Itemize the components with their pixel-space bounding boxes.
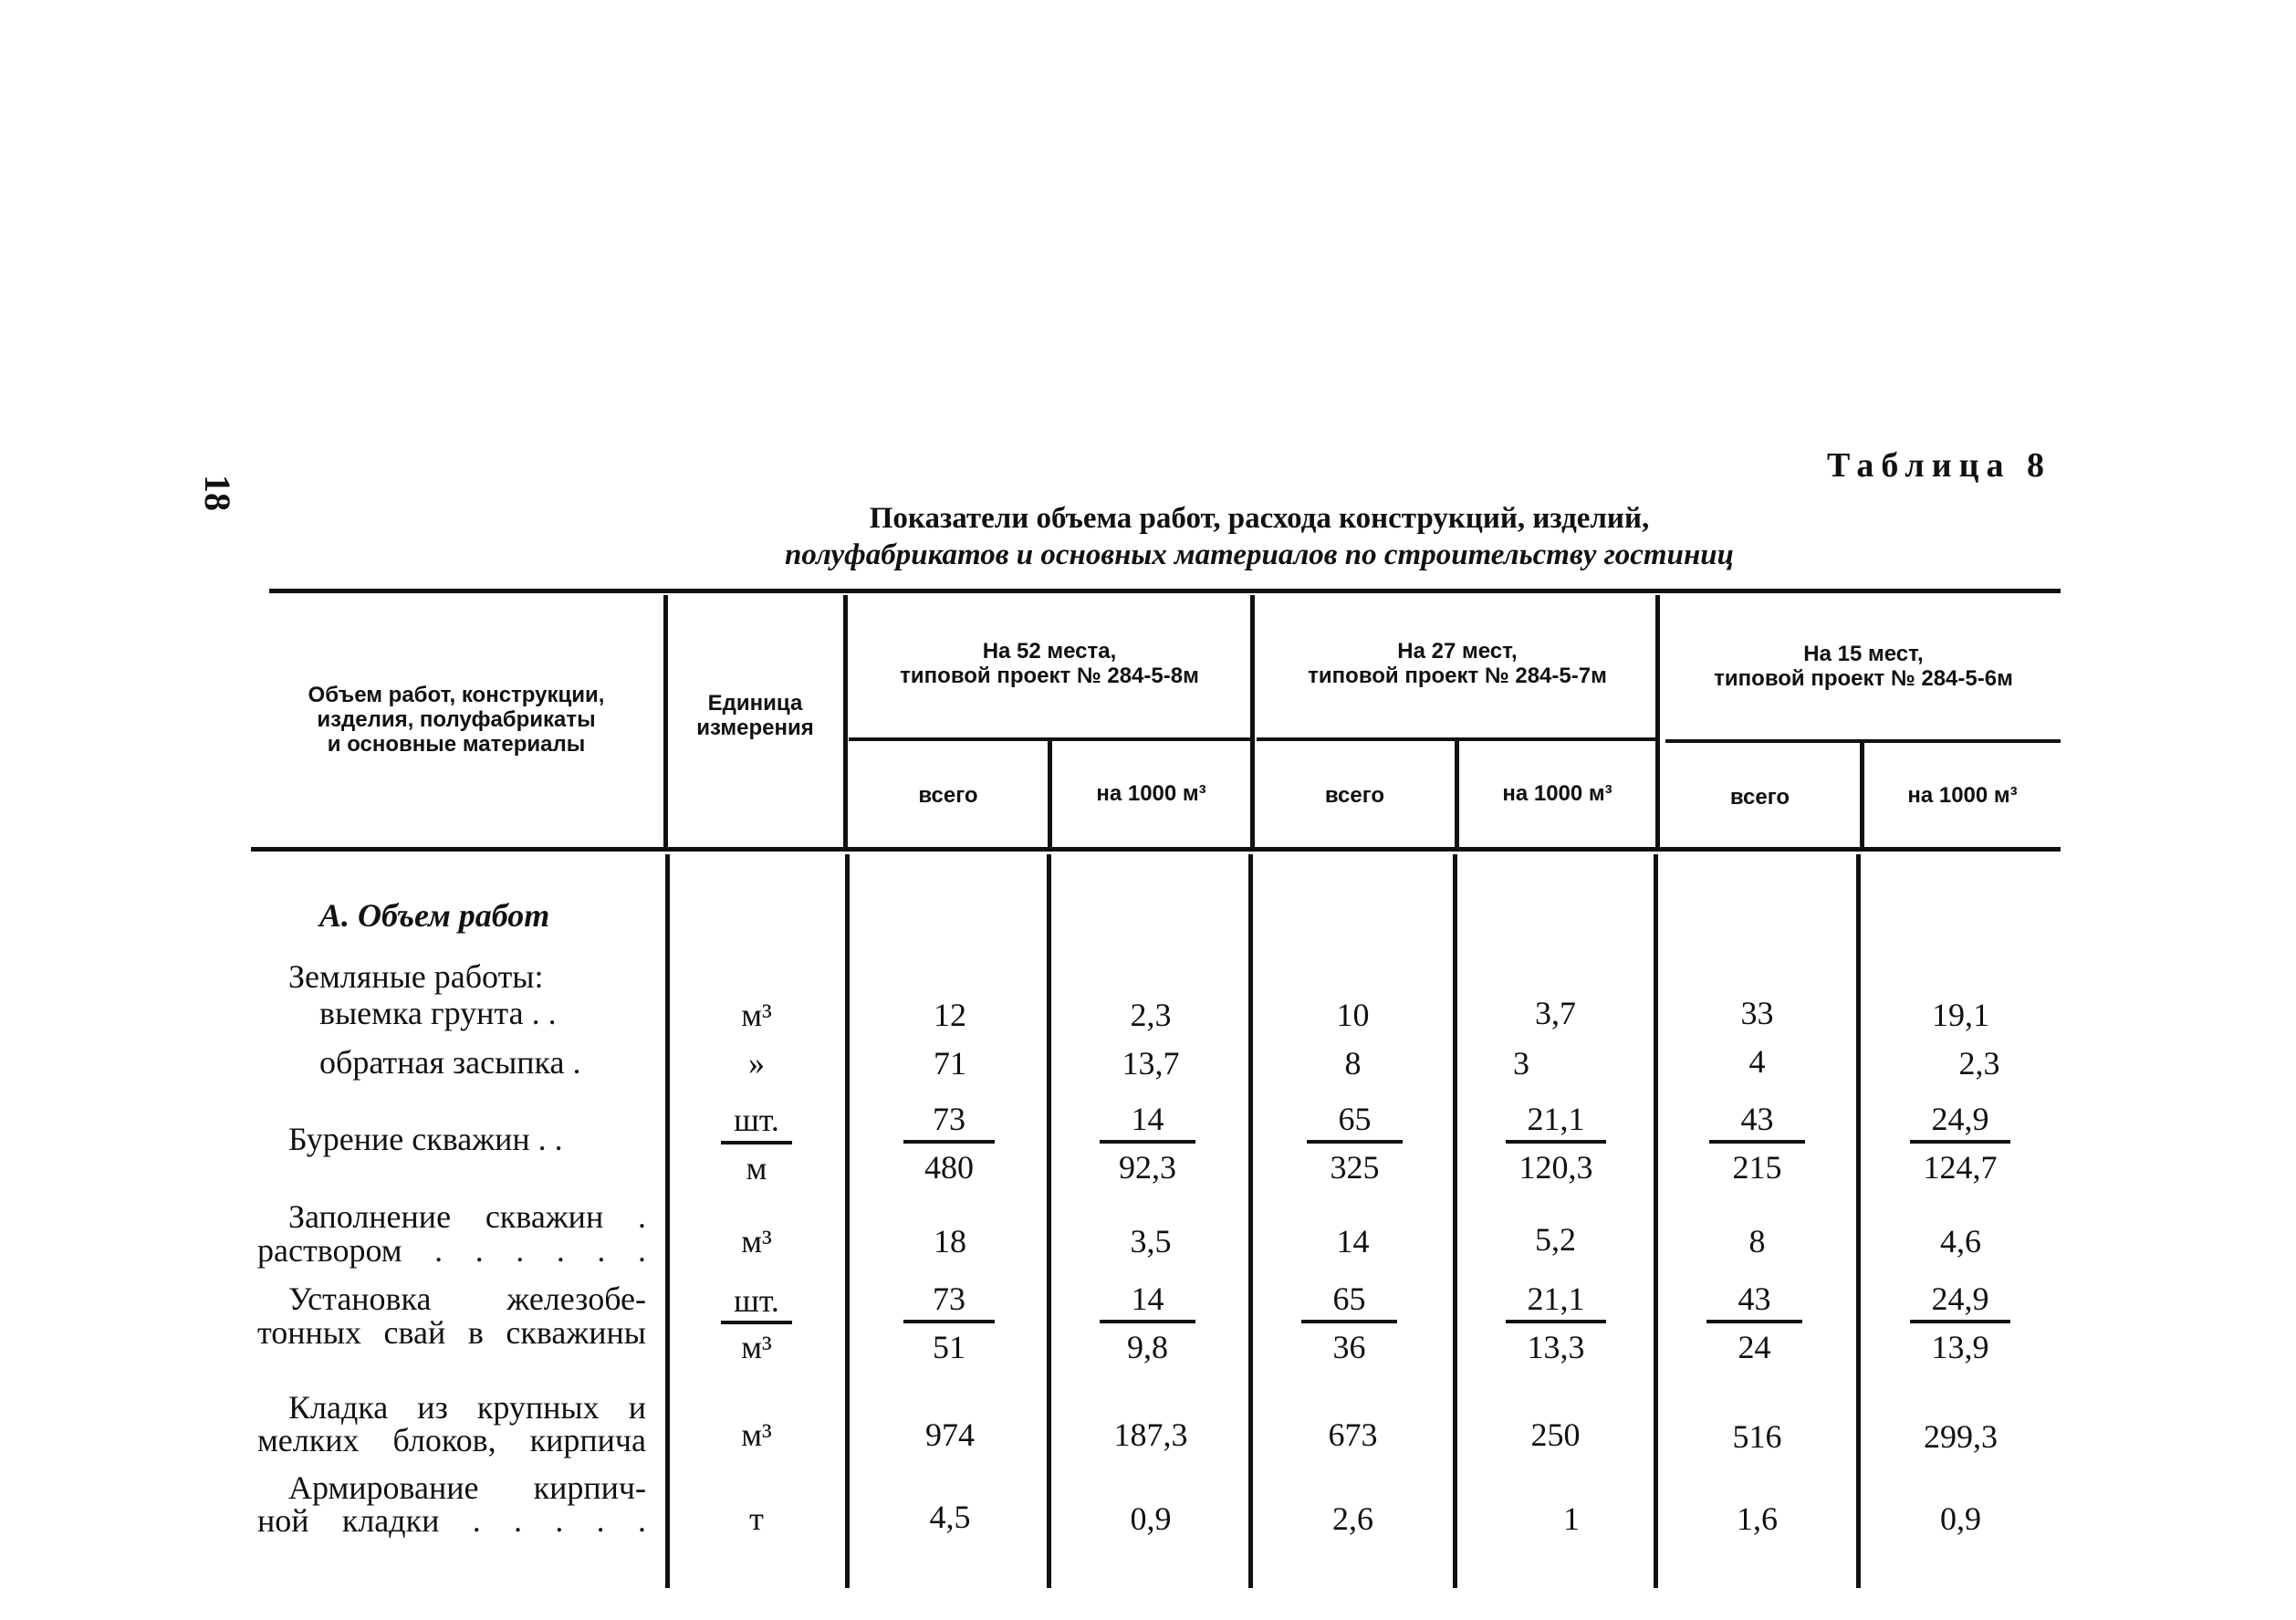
drilling-top-5: 43 <box>1740 1101 1774 1137</box>
header-group-3: На 15 мест, типовой проект № 284-5-6м <box>1714 642 2013 691</box>
excavation-v5: 33 <box>1740 995 1774 1031</box>
piles-unit-top: шт. <box>734 1282 779 1319</box>
sub-per-2: на 1000 м³ <box>1502 781 1612 806</box>
piles-top-6: 24,9 <box>1931 1280 1989 1317</box>
sub-total-3: всего <box>1729 785 1790 810</box>
sub-per-1: на 1000 м³ <box>1096 781 1206 806</box>
piles-top-4: 21,1 <box>1527 1280 1585 1317</box>
piles-top-1: 73 <box>933 1280 965 1317</box>
table-label: Таблица 8 <box>1826 446 2051 485</box>
backfill-v5: 4 <box>1748 1043 1766 1080</box>
masonry-label-2: мелких блоков, кирпича <box>257 1422 646 1458</box>
drilling-top-6: 24,9 <box>1931 1101 1989 1137</box>
vline-body-3 <box>1047 854 1051 1588</box>
piles-unit-line <box>721 1321 792 1324</box>
piles-top-3: 65 <box>1332 1280 1366 1317</box>
vline-body-6 <box>1654 854 1658 1588</box>
filling-v2: 3,5 <box>1130 1223 1172 1259</box>
header-item-col: Объем работ, конструкции, изделия, полуфабрикаты и основные материалы <box>308 683 605 757</box>
piles-line-2 <box>1100 1320 1195 1323</box>
header-unit-col: Единица измерения <box>696 691 814 740</box>
piles-top-2: 14 <box>1131 1280 1164 1317</box>
reinforcement-v2: 0,9 <box>1130 1500 1172 1537</box>
vline-unit-g1 <box>843 595 848 849</box>
reinforcement-label-2: ной кладки . . . . . <box>257 1502 646 1539</box>
vline-body-1 <box>665 854 670 1588</box>
backfill-v6: 2,3 <box>1958 1045 2000 1082</box>
excavation-v6: 19,1 <box>1932 997 1989 1033</box>
drilling-line-3 <box>1307 1140 1403 1144</box>
filling-v1: 18 <box>934 1223 966 1259</box>
backfill-v2: 13,7 <box>1122 1045 1180 1082</box>
piles-bottom-6: 13,9 <box>1931 1329 1989 1365</box>
sub-total-1: всего <box>918 783 978 808</box>
piles-line-4 <box>1506 1320 1606 1323</box>
masonry-v2: 187,3 <box>1113 1416 1188 1453</box>
drilling-line-2 <box>1100 1140 1195 1144</box>
filling-v4: 5,2 <box>1535 1221 1576 1258</box>
top-rule <box>269 589 2061 593</box>
filling-v3: 14 <box>1336 1223 1370 1259</box>
piles-line-3 <box>1301 1320 1397 1323</box>
reinforcement-v3: 2,6 <box>1332 1500 1373 1537</box>
piles-unit-bottom: м³ <box>741 1329 772 1365</box>
masonry-v4: 250 <box>1530 1416 1581 1453</box>
reinforcement-unit: т <box>749 1500 764 1537</box>
masonry-unit: м³ <box>741 1416 772 1453</box>
drilling-bottom-5: 215 <box>1732 1149 1782 1186</box>
drilling-unit-bottom: м <box>746 1150 767 1186</box>
drilling-top-3: 65 <box>1338 1101 1372 1137</box>
section-a-heading: А. Объем работ <box>319 897 550 934</box>
header-group-2: На 27 мест, типовой проект № 284-5-7м <box>1308 639 1607 688</box>
sub-total-2: всего <box>1324 783 1385 808</box>
drilling-line-5 <box>1709 1140 1805 1144</box>
vline-body-4 <box>1248 854 1253 1588</box>
reinforcement-label-1: Армирование кирпич- <box>288 1469 646 1506</box>
masonry-v3: 673 <box>1328 1416 1378 1453</box>
excavation-v1: 12 <box>934 997 966 1033</box>
header-group-1: На 52 места, типовой проект № 284-5-8м <box>900 639 1199 688</box>
masonry-label-1: Кладка из крупных и <box>288 1389 646 1426</box>
drilling-bottom-6: 124,7 <box>1923 1149 1998 1186</box>
masonry-v5: 516 <box>1732 1418 1782 1455</box>
filling-label-1: Заполнение скважин . <box>288 1198 646 1235</box>
page-number: 18 <box>197 475 238 511</box>
piles-bottom-2: 9,8 <box>1127 1329 1168 1365</box>
excavation-v4: 3,7 <box>1535 995 1576 1031</box>
excavation-v2: 2,3 <box>1130 997 1172 1033</box>
drilling-line-4 <box>1506 1140 1606 1144</box>
reinforcement-v1: 4,5 <box>929 1499 971 1535</box>
drilling-bottom-2: 92,3 <box>1119 1149 1176 1186</box>
vline-item-unit <box>663 595 668 849</box>
drilling-top-1: 73 <box>933 1101 965 1137</box>
piles-bottom-1: 51 <box>933 1329 965 1365</box>
vline-body-7 <box>1856 854 1861 1588</box>
piles-top-5: 43 <box>1738 1280 1771 1317</box>
reinforcement-v5: 1,6 <box>1737 1500 1778 1537</box>
piles-line-1 <box>903 1320 995 1323</box>
backfill-unit: » <box>748 1045 765 1082</box>
drilling-bottom-3: 325 <box>1330 1149 1380 1186</box>
filling-v6: 4,6 <box>1940 1223 1981 1259</box>
excavation-v3: 10 <box>1336 997 1370 1033</box>
sub-per-3: на 1000 м³ <box>1907 783 2018 808</box>
earth-works-heading: Земляные работы: <box>288 958 544 995</box>
backfill-v4: 3 <box>1513 1045 1529 1082</box>
vline-g1-g2 <box>1250 595 1255 849</box>
drilling-top-4: 21,1 <box>1527 1101 1585 1137</box>
masonry-v6: 299,3 <box>1924 1418 1998 1455</box>
masonry-v1: 974 <box>925 1416 975 1453</box>
filling-label-2: раствором . . . . . . <box>257 1232 646 1269</box>
piles-label-1: Установка железобе- <box>288 1280 646 1317</box>
piles-bottom-5: 24 <box>1738 1329 1771 1365</box>
title-line-1: Показатели объема работ, расхода конструкций, изделий, <box>869 502 1650 535</box>
filling-unit: м³ <box>741 1223 772 1259</box>
piles-bottom-3: 36 <box>1332 1329 1366 1365</box>
excavation-label: выемка грунта . . <box>319 995 557 1031</box>
piles-bottom-4: 13,3 <box>1527 1329 1585 1365</box>
filling-v5: 8 <box>1748 1223 1766 1259</box>
reinforcement-v6: 0,9 <box>1940 1500 1981 1537</box>
drilling-top-2: 14 <box>1131 1101 1164 1137</box>
drilling-line-6 <box>1910 1140 2010 1144</box>
backfill-v3: 8 <box>1344 1045 1362 1082</box>
backfill-v1: 71 <box>934 1045 966 1082</box>
vline-body-2 <box>845 854 850 1588</box>
drilling-unit-line <box>721 1141 792 1144</box>
table-title <box>511 500 2008 573</box>
drilling-bottom-1: 480 <box>924 1149 974 1186</box>
header-bottom-rule <box>251 847 2061 852</box>
piles-line-6 <box>1910 1320 2010 1323</box>
vline-g2-g3 <box>1655 595 1660 849</box>
drilling-line-1 <box>903 1140 995 1144</box>
drilling-label: Бурение скважин . . <box>288 1121 563 1157</box>
excavation-unit: м³ <box>741 997 772 1033</box>
drilling-unit-top: шт. <box>734 1102 779 1138</box>
reinforcement-v4: 1 <box>1563 1500 1580 1537</box>
title-line-2: полуфабрикатов и основных материалов по строительству гостиниц <box>785 538 1734 571</box>
piles-line-5 <box>1706 1320 1802 1323</box>
drilling-bottom-4: 120,3 <box>1518 1149 1593 1186</box>
piles-label-2: тонных свай в скважины <box>257 1314 646 1351</box>
backfill-label: обратная засыпка . <box>319 1044 581 1081</box>
